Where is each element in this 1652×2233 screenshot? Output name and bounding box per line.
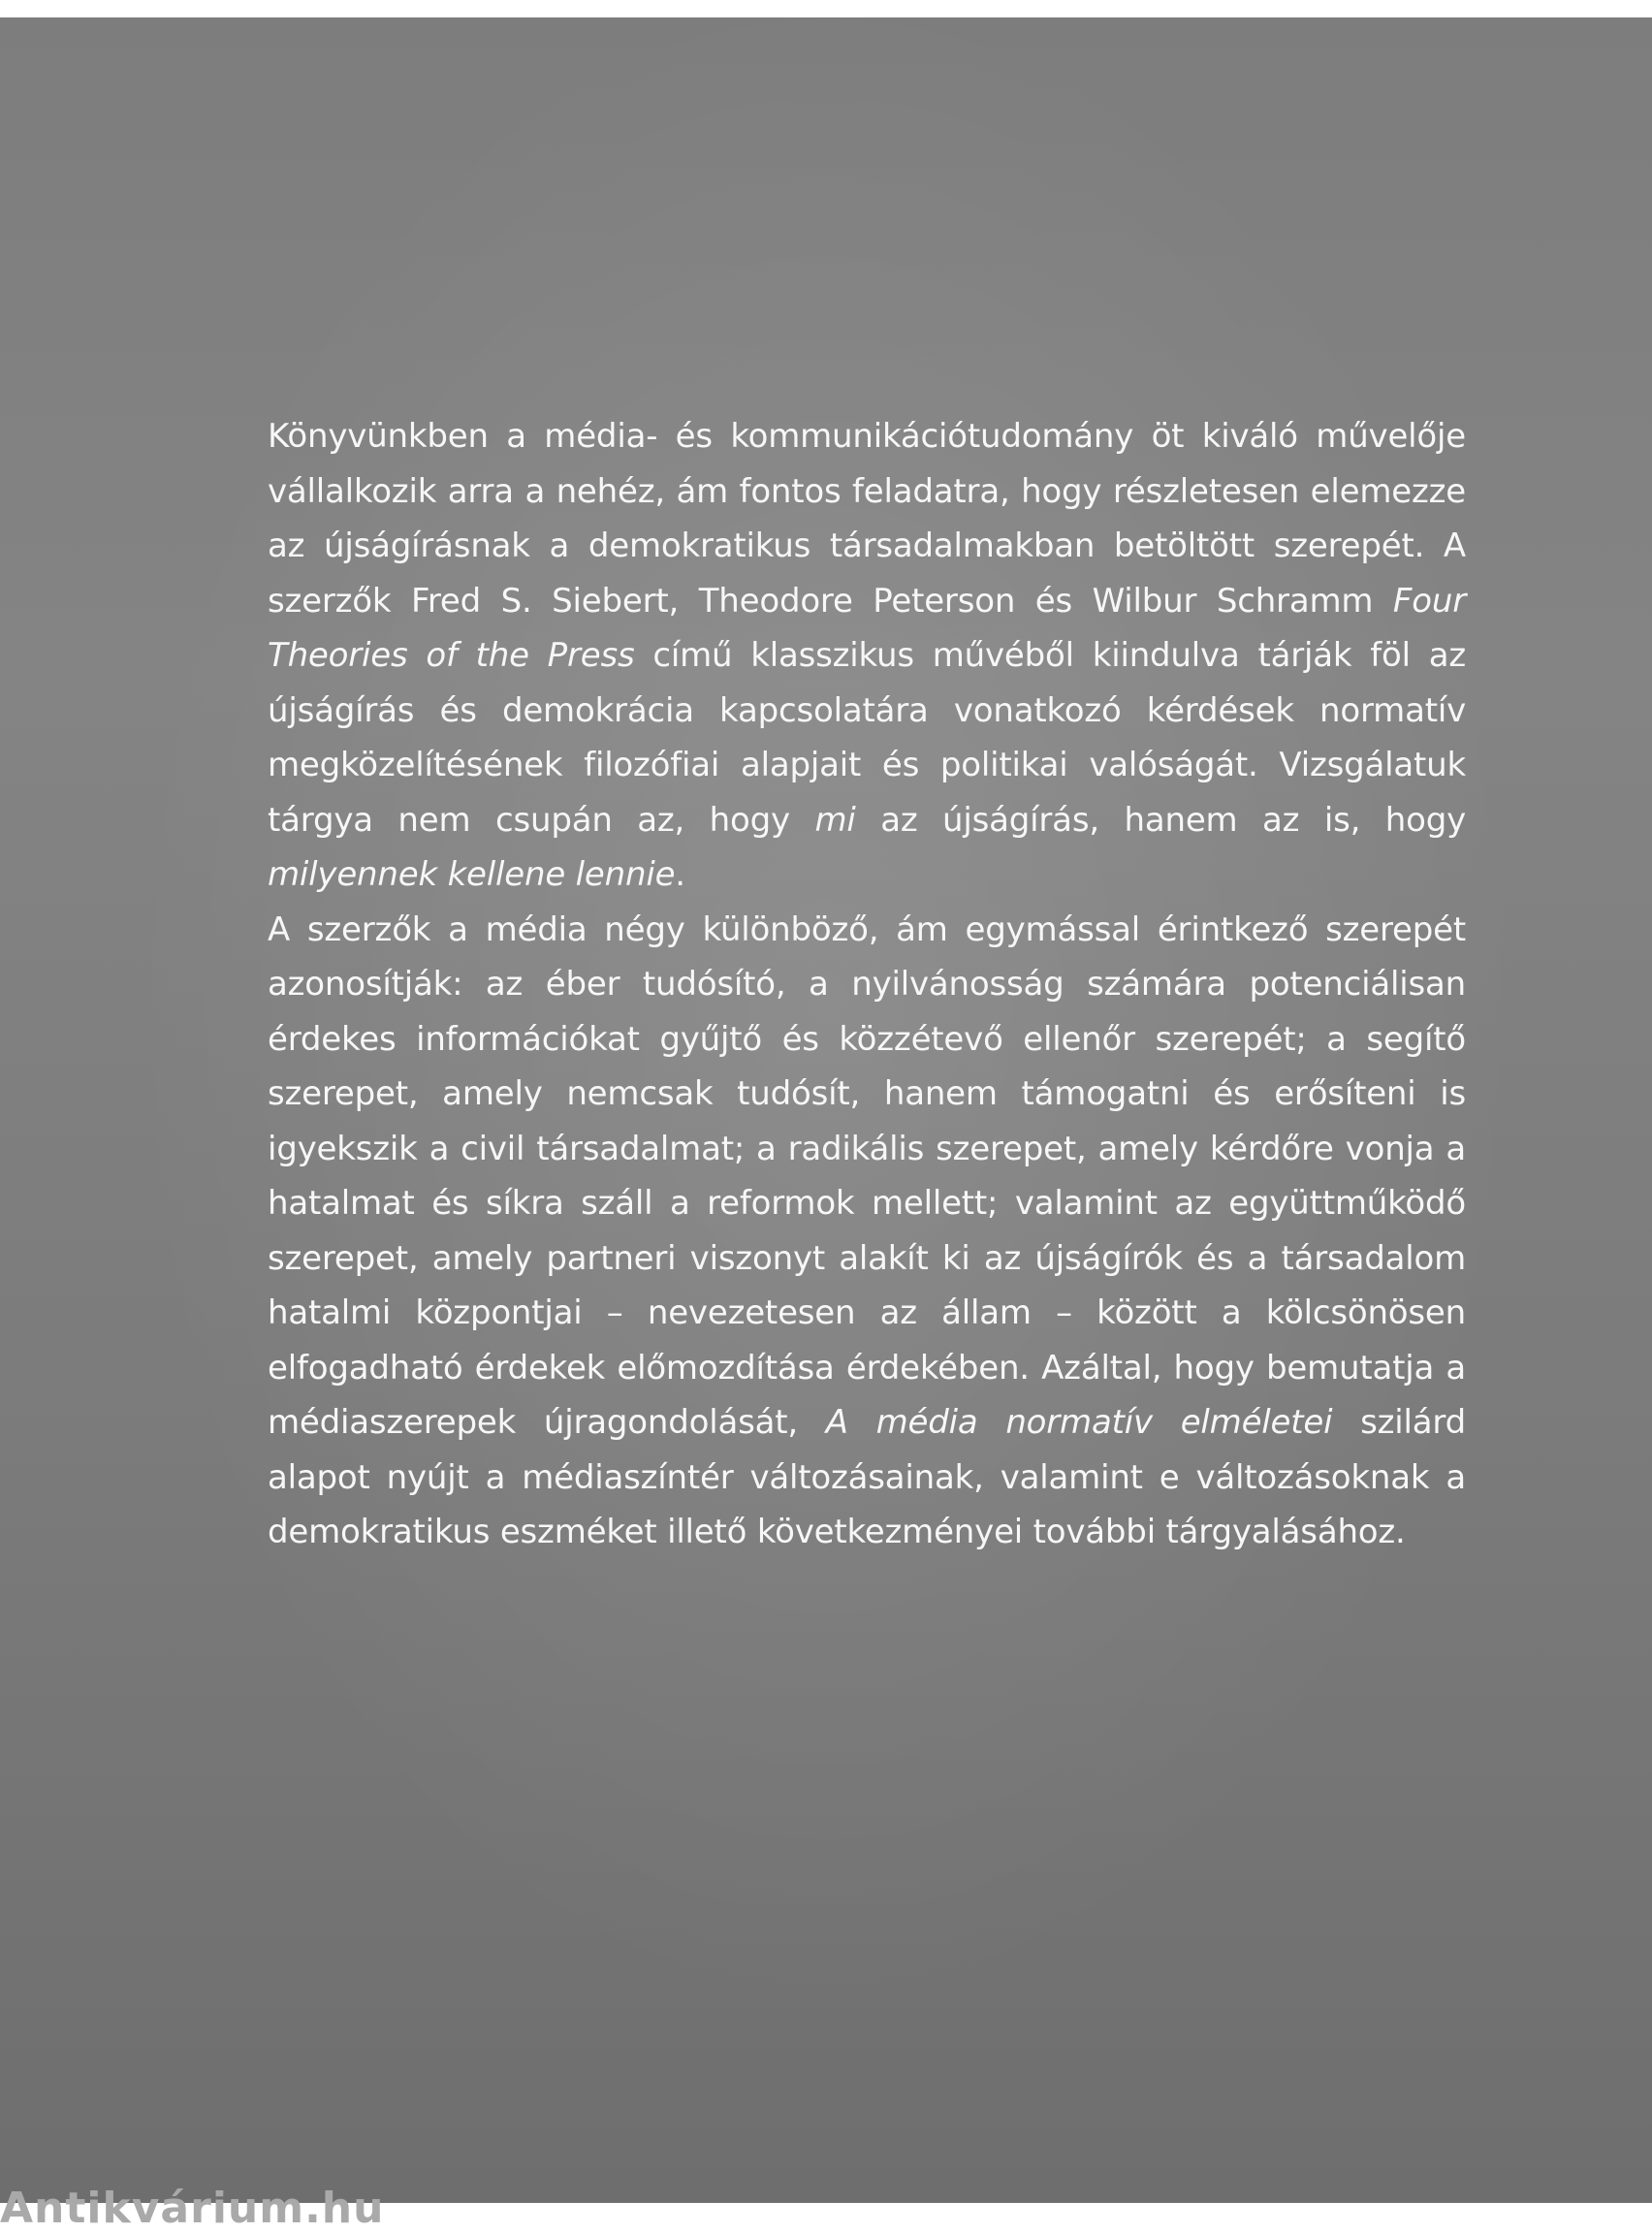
cover-blurb: [268, 409, 1466, 1560]
watermark: Antikvárium.hu: [0, 2184, 385, 2233]
blurb-p1-text-c: című klasszikus művéből kiindulva tárják föl az újságírás és demokrácia kapcsolatára vonatkozó kérdések normatív megközelítésének filozófiai alapjait és politikai valóságát. Vizsgálatuk tárgya nem csupán az, hogy: [268, 636, 1466, 840]
blurb-p2-text-a: A szerzők a média négy különböző, ám egymással érintkező szerepét azonosítják: az éber tudósító, a nyilvánosság számára potenciálisan érdekes információkat gyűjtő és közzétevő ellenőr szerepét; a segítő szerepet, amely nemcsak tudósít, hanem támogatni és erősíteni is igyekszik a civil társadalmat; a radikális szerepet, amely kérdőre vonja a hatalmat és síkra száll a reformok mellett; valamint az együttműködő szerepet, amely partneri viszonyt alakít ki az újságírók és a társadalom hatalmi központjai – nevezetesen az állam – között a kölcsönösen elfogadható érdekek előmozdítása érdekében. Azáltal, hogy bemutatja a médiaszerepek újragondolását,: [268, 909, 1466, 1442]
blurb-p1-emphasis-mi: mi: [814, 800, 856, 840]
blurb-paragraph-1: [268, 409, 1466, 903]
blurb-p1-book-title: Four Theories of the Press: [268, 581, 1466, 675]
blurb-p2-book-title: A média normatív elméletei: [825, 1403, 1333, 1442]
blurb-p1-text-e: az újságírás, hanem az is, hogy: [855, 800, 1466, 840]
book-back-cover: [0, 17, 1652, 2233]
blurb-p1-text-a: Könyvünkben a média- és kommunikációtudomány öt kiváló művelője vállalkozik arra a nehéz, ám fontos feladatra, hogy részletesen elemezze az újságírásnak a demokratikus társadalmakban betöltött szerepét. A szerzők Fred S. Siebert, Theodore Peterson és Wilbur Schramm: [268, 417, 1466, 621]
blurb-p1-emphasis-milyennek: milyennek kellene lennie: [268, 855, 676, 894]
blurb-p1-text-g: .: [675, 855, 685, 894]
blurb-paragraph-2: [268, 903, 1466, 1560]
blurb-p2-text-c: szilárd alapot nyújt a médiaszíntér változásainak, valamint e változásoknak a demokratikus eszméket illető következményei további tárgyalásához.: [268, 1403, 1466, 1551]
